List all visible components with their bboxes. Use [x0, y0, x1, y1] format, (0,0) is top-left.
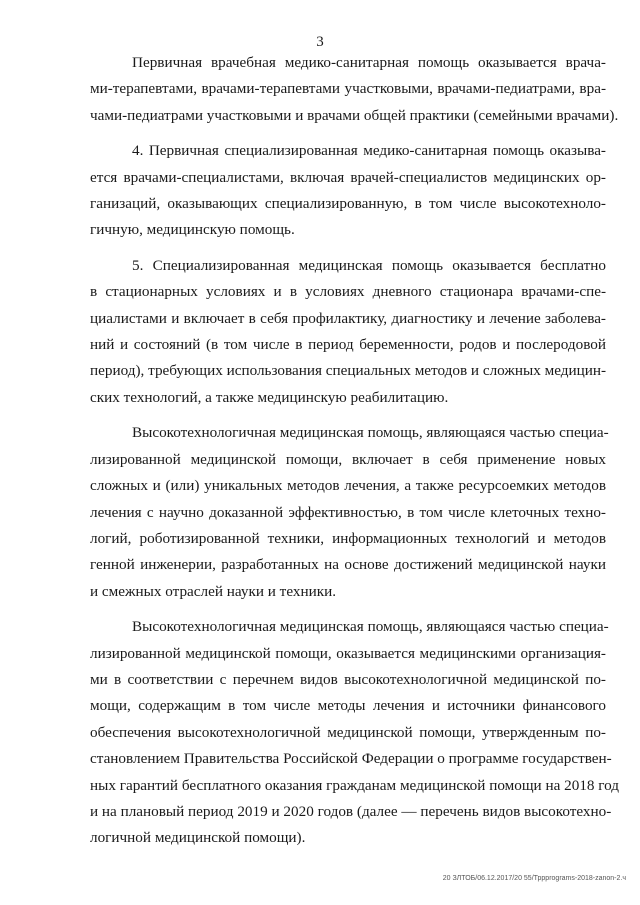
text-line: логичной медицинской помощи). — [90, 829, 306, 847]
text-line: логий, роботизированной техники, информационных технологий и методов — [90, 529, 606, 547]
footer-stamp: 20 ЗЛТОБ/06.12.2017/20 55/Трpprograms-2018-zanon-2.ч — [442, 875, 626, 882]
text-line: лечения с научно доказанной эффективностью, в том числе клеточных техно- — [90, 503, 606, 521]
text-line: и смежных отраслей науки и техники. — [90, 582, 337, 600]
text-line: в стационарных условиях и в условиях дневного стационара врачами-спе- — [90, 283, 606, 301]
paragraph-primary-care — [90, 50, 619, 129]
text-line: гичную, медицинскую помощь. — [90, 221, 295, 239]
text-line: циалистами и включает в себя профилактику, диагностику и лечение заболева- — [90, 309, 606, 327]
text-line: ми-терапевтами, врачами-терапевтами участковыми, врачами-педиатрами, вра- — [90, 80, 606, 98]
text-line: ми в соответствии с перечнем видов высокотехнологичной медицинской по- — [90, 670, 606, 688]
text-line: мощи, содержащим в том числе методы лечения и источники финансового — [90, 697, 606, 715]
text-line: ных гарантий бесплатного оказания гражданам медицинской помощи на 2018 год — [90, 776, 620, 794]
paragraph-high-tech-care — [90, 420, 609, 605]
text-line: ских технологий, а также медицинскую реабилитацию. — [90, 388, 449, 406]
text-line: становлением Правительства Российской Федерации о программе государствен- — [90, 750, 612, 768]
text-line: ний и состояний (в том числе в период беременности, родов и послеродовой — [90, 336, 606, 354]
text-line: ганизаций, оказывающих специализированную, в том числе высокотехноло- — [90, 195, 606, 213]
paragraph-item-5 — [90, 253, 606, 411]
paragraph-high-tech-list — [90, 614, 620, 852]
text-line: Высокотехнологичная медицинская помощь, являющаяся частью специа- — [132, 424, 609, 442]
text-line: лизированной медицинской помощи, включает в себя применение новых — [90, 450, 606, 468]
text-line: и на плановый период 2019 и 2020 годов (далее — перечень видов высокотехно- — [90, 802, 612, 820]
text-line: ется врачами-специалистами, включая врачей-специалистов медицинских ор- — [90, 168, 606, 186]
text-line: генной инженерии, разработанных на основе достижений медицинской науки — [90, 556, 606, 574]
text-line: Высокотехнологичная медицинская помощь, являющаяся частью специа- — [132, 618, 609, 636]
text-line: обеспечения высокотехнологичной медицинской помощи, утвержденным по- — [90, 723, 606, 741]
paragraph-item-4 — [90, 138, 606, 244]
text-line: период), требующих использования специальных методов и сложных медицин- — [90, 362, 607, 380]
text-line: сложных и (или) уникальных методов лечения, а также ресурсоемких методов — [90, 477, 606, 495]
text-line: Первичная врачебная медико-санитарная помощь оказывается врача- — [132, 54, 606, 71]
text-line: 5. Специализированная медицинская помощь оказывается бесплатно — [132, 256, 606, 274]
document-body — [90, 50, 620, 852]
page-number: 3 — [316, 34, 324, 50]
text-line: лизированной медицинской помощи, оказывается медицинскими организация- — [90, 644, 606, 662]
text-line: чами-педиатрами участковыми и врачами общей практики (семейными врачами). — [90, 106, 619, 124]
text-line: 4. Первичная специализированная медико-санитарная помощь оказыва- — [132, 142, 606, 160]
